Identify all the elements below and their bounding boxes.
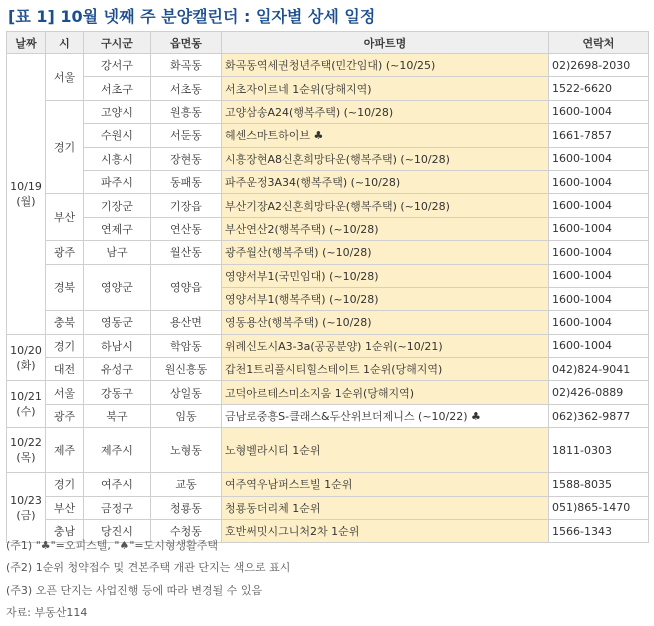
city-cell: 부산 — [46, 194, 84, 241]
table-row — [7, 100, 649, 123]
table-row — [7, 217, 649, 240]
table-row — [7, 147, 649, 170]
schedule-table — [6, 31, 649, 543]
district-cell: 고양시 — [84, 100, 151, 123]
district-cell: 유성구 — [84, 358, 151, 381]
header-date: 날짜 — [7, 32, 46, 54]
date-label: 10/20 — [10, 343, 42, 357]
table-row — [7, 194, 649, 217]
town-cell: 수청동 — [151, 520, 222, 543]
contact-cell: 02)2698-2030 — [549, 54, 649, 77]
contact-cell: 1600-1004 — [549, 287, 649, 310]
table-title: [표 1] 10월 넷째 주 분양캘린더 : 일자별 상세 일정 — [8, 7, 376, 26]
district-cell: 기장군 — [84, 194, 151, 217]
contact-cell: 1600-1004 — [549, 241, 649, 264]
city-cell: 서울 — [46, 54, 84, 101]
apartment-cell: 갑천1트리풀시티힐스테이트 1순위(당해지역) — [222, 358, 549, 381]
table-row — [7, 241, 649, 264]
table-row — [7, 428, 649, 473]
town-cell: 용산면 — [151, 311, 222, 334]
town-cell: 서둔동 — [151, 124, 222, 147]
table-row — [7, 124, 649, 147]
town-cell: 월산동 — [151, 241, 222, 264]
town-cell: 교동 — [151, 473, 222, 496]
contact-cell: 042)824-9041 — [549, 358, 649, 381]
footnote-2: (주2) 1순위 청약접수 및 견본주택 개관 단지는 색으로 표시 — [6, 561, 291, 575]
date-label: 10/23 — [10, 493, 42, 507]
source-note: 자료: 부동산114 — [6, 605, 88, 619]
apartment-cell: 청룡동더리체 1순위 — [222, 496, 549, 519]
town-cell: 동패동 — [151, 170, 222, 193]
town-cell: 원신흥동 — [151, 358, 222, 381]
district-cell: 서초구 — [84, 77, 151, 100]
apartment-cell: 서초자이르네 1순위(당해지역) — [222, 77, 549, 100]
apartment-cell: 여주역우남퍼스트빌 1순위 — [222, 473, 549, 496]
town-cell: 장현동 — [151, 147, 222, 170]
date-cell — [7, 334, 46, 381]
town-cell: 화곡동 — [151, 54, 222, 77]
footnotes — [6, 535, 290, 624]
city-cell: 경기 — [46, 473, 84, 496]
apartment-cell: 부산연산2(행복주택) (~10/28) — [222, 217, 549, 240]
header-city: 시 — [46, 32, 84, 54]
district-cell: 남구 — [84, 241, 151, 264]
town-cell: 임동 — [151, 404, 222, 427]
header-apartment: 아파트명 — [222, 32, 549, 54]
date-label: 10/22 — [10, 436, 42, 450]
table-row — [7, 473, 649, 496]
city-cell: 서울 — [46, 381, 84, 404]
contact-cell: 1600-1004 — [549, 264, 649, 287]
district-cell: 북구 — [84, 404, 151, 427]
town-cell: 노형동 — [151, 428, 222, 473]
apartment-cell: 금남로중흥S-클래스&두산위브더제니스 (~10/22) ♣ — [222, 404, 549, 427]
date-cell — [7, 54, 46, 335]
table-row — [7, 381, 649, 404]
contact-cell: 1600-1004 — [549, 147, 649, 170]
footnote-1: (주1) "♣"=오피스텔, "♠"=도시형생활주택 — [6, 539, 218, 552]
town-cell: 연산동 — [151, 217, 222, 240]
district-cell: 강동구 — [84, 381, 151, 404]
apartment-cell: 부산기장A2신혼희망타운(행복주택) (~10/28) — [222, 194, 549, 217]
district-cell: 연제구 — [84, 217, 151, 240]
district-cell: 영양군 — [84, 264, 151, 311]
district-cell: 수원시 — [84, 124, 151, 147]
contact-cell: 1661-7857 — [549, 124, 649, 147]
town-cell: 기장읍 — [151, 194, 222, 217]
contact-cell: 1600-1004 — [549, 334, 649, 357]
date-cell — [7, 428, 46, 473]
apartment-cell: 노형벨라시티 1순위 — [222, 428, 549, 473]
district-cell: 강서구 — [84, 54, 151, 77]
town-cell: 학암동 — [151, 334, 222, 357]
date-cell — [7, 473, 46, 543]
district-cell: 제주시 — [84, 428, 151, 473]
apartment-cell: 영양서부1(행복주택) (~10/28) — [222, 287, 549, 310]
contact-cell: 1600-1004 — [549, 170, 649, 193]
apartment-cell: 헤센스마트하이브 ♣ — [222, 124, 549, 147]
apartment-cell: 위례신도시A3-3a(공공분양) 1순위(~10/21) — [222, 334, 549, 357]
table-row — [7, 404, 649, 427]
table-row — [7, 334, 649, 357]
city-cell: 경기 — [46, 334, 84, 357]
apartment-cell: 시흥장현A8신혼희망타운(행복주택) (~10/28) — [222, 147, 549, 170]
contact-cell: 051)865-1470 — [549, 496, 649, 519]
district-cell: 영동군 — [84, 311, 151, 334]
district-cell: 하남시 — [84, 334, 151, 357]
district-cell: 금정구 — [84, 496, 151, 519]
table-row — [7, 311, 649, 334]
contact-cell: 062)362-9877 — [549, 404, 649, 427]
weekday-label: (월) — [16, 194, 36, 208]
apartment-cell: 고양삼송A24(행복주택) (~10/28) — [222, 100, 549, 123]
table-row — [7, 170, 649, 193]
city-cell: 충북 — [46, 311, 84, 334]
district-cell: 여주시 — [84, 473, 151, 496]
contact-cell: 1811-0303 — [549, 428, 649, 473]
table-row — [7, 264, 649, 287]
contact-cell: 1600-1004 — [549, 100, 649, 123]
apartment-cell: 영동용산(행복주택) (~10/28) — [222, 311, 549, 334]
town-cell: 영양읍 — [151, 264, 222, 311]
city-cell: 경기 — [46, 100, 84, 194]
apartment-cell: 파주운정3A34(행복주택) (~10/28) — [222, 170, 549, 193]
district-cell: 파주시 — [84, 170, 151, 193]
date-cell — [7, 381, 46, 428]
town-cell: 청룡동 — [151, 496, 222, 519]
apartment-cell: 영양서부1(국민임대) (~10/28) — [222, 264, 549, 287]
apartment-cell: 화곡동역세권청년주택(민간임대) (~10/25) — [222, 54, 549, 77]
date-label: 10/21 — [10, 390, 42, 404]
contact-cell: 1522-6620 — [549, 77, 649, 100]
city-cell: 충남 — [46, 520, 84, 543]
weekday-label: (화) — [16, 358, 36, 372]
header-town: 읍면동 — [151, 32, 222, 54]
contact-cell: 1588-8035 — [549, 473, 649, 496]
apartment-cell: 호반써밋시그니처2차 1순위 — [222, 520, 549, 543]
header-district: 구시군 — [84, 32, 151, 54]
city-cell: 제주 — [46, 428, 84, 473]
city-cell: 부산 — [46, 496, 84, 519]
town-cell: 서초동 — [151, 77, 222, 100]
weekday-label: (목) — [16, 451, 36, 465]
city-cell: 광주 — [46, 241, 84, 264]
district-cell: 시흥시 — [84, 147, 151, 170]
city-cell: 경북 — [46, 264, 84, 311]
table-row — [7, 496, 649, 519]
table-row — [7, 54, 649, 77]
weekday-label: (수) — [16, 405, 36, 419]
city-cell: 대전 — [46, 358, 84, 381]
table-row — [7, 358, 649, 381]
weekday-label: (금) — [16, 508, 36, 522]
town-cell: 상일동 — [151, 381, 222, 404]
contact-cell: 1566-1343 — [549, 520, 649, 543]
contact-cell: 1600-1004 — [549, 217, 649, 240]
city-cell: 광주 — [46, 404, 84, 427]
date-label: 10/19 — [10, 179, 42, 193]
district-cell: 당진시 — [84, 520, 151, 543]
town-cell: 원흥동 — [151, 100, 222, 123]
header-contact: 연락처 — [549, 32, 649, 54]
apartment-cell: 광주월산(행복주택) (~10/28) — [222, 241, 549, 264]
apartment-cell: 고덕아르테스미소지움 1순위(당해지역) — [222, 381, 549, 404]
contact-cell: 02)426-0889 — [549, 381, 649, 404]
footnote-3: (주3) 오픈 단지는 사업진행 등에 따라 변경될 수 있음 — [6, 583, 263, 597]
table-row — [7, 77, 649, 100]
header-row — [7, 32, 649, 54]
contact-cell: 1600-1004 — [549, 311, 649, 334]
contact-cell: 1600-1004 — [549, 194, 649, 217]
